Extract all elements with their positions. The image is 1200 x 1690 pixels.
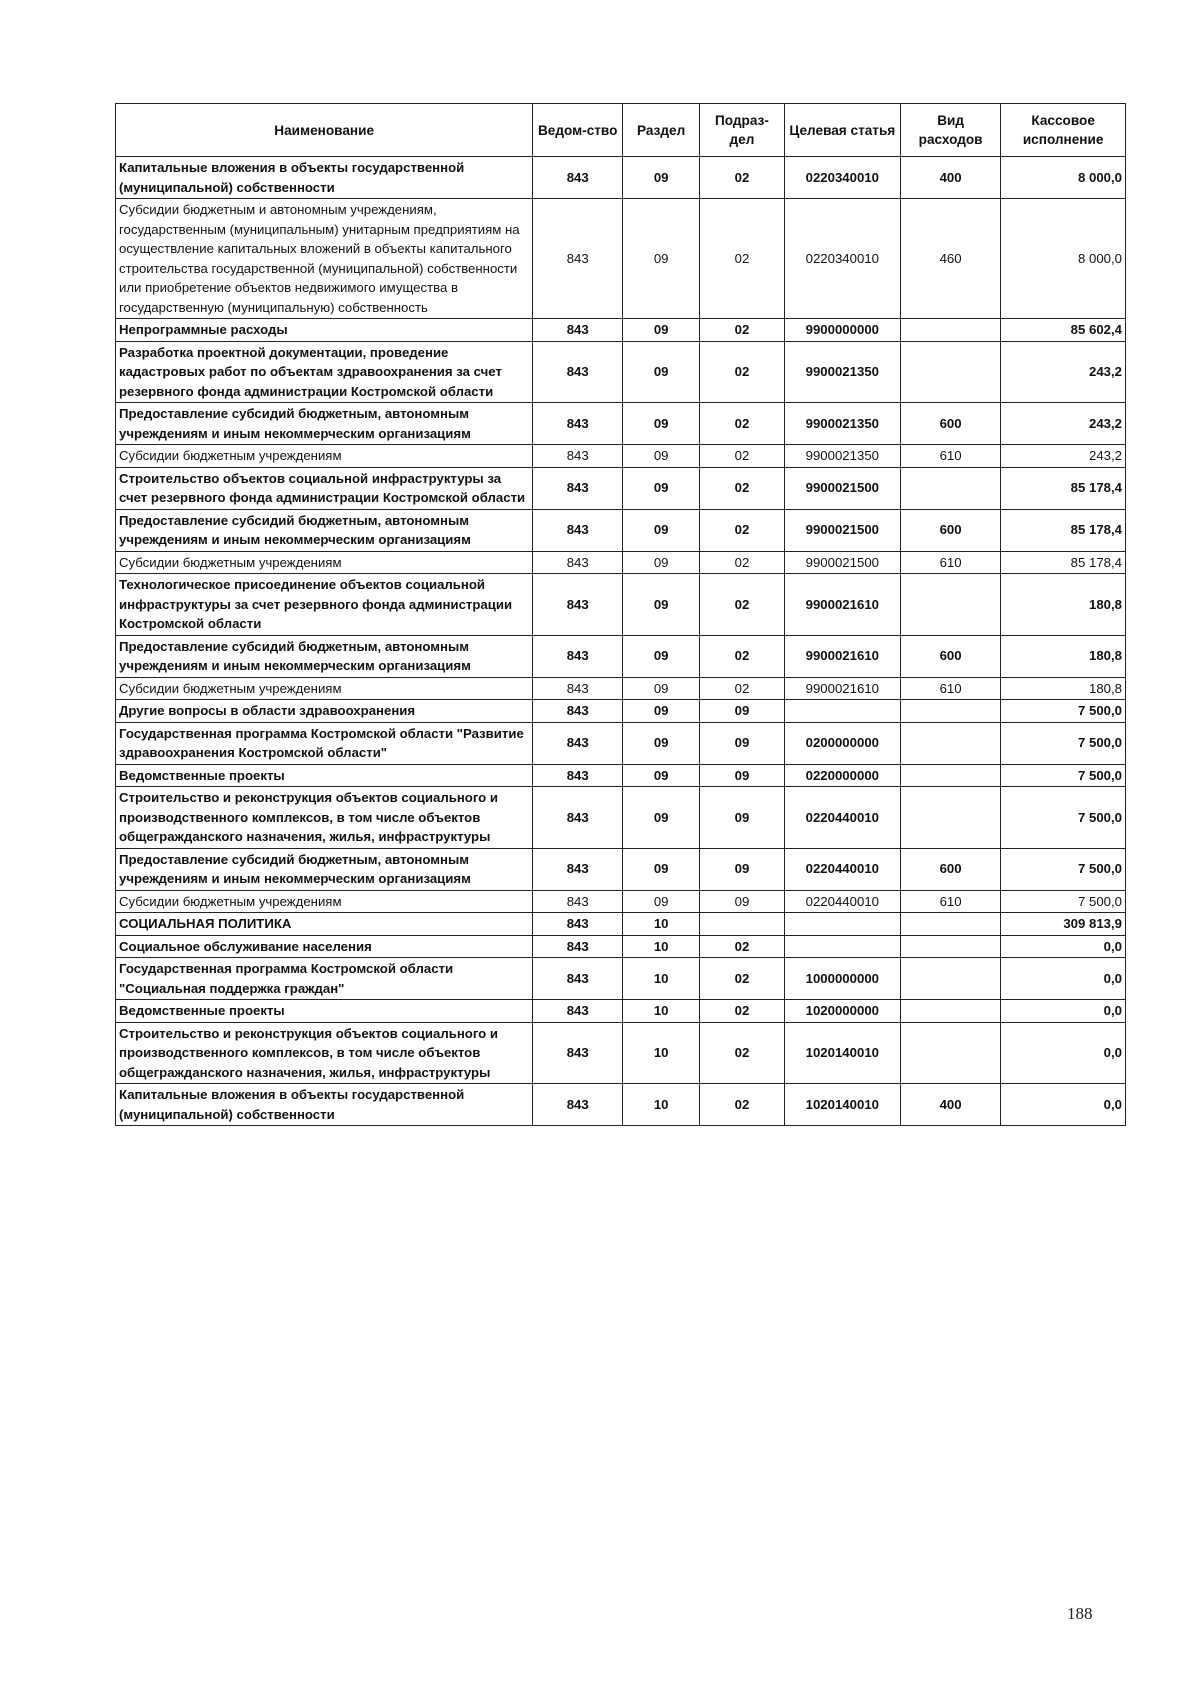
table-row — [116, 913, 1126, 936]
department-cell: 843 — [533, 848, 623, 890]
target-article-cell: 9900000000 — [784, 319, 900, 342]
section-cell: 10 — [623, 1022, 700, 1084]
name-cell: Субсидии бюджетным и автономным учреждениям, государственным (муниципальным) унитарным предприятиям на осуществление капитальных вложений в объекты капитального строительства государственной (муниципальной) собственности или приобретение объектов недвижимого имущества в государственную (муниципальную) собственность — [116, 199, 533, 319]
target-article-cell: 0220440010 — [784, 787, 900, 849]
section-cell: 09 — [623, 445, 700, 468]
expense-type-cell — [900, 787, 1000, 849]
amount-cell: 0,0 — [1001, 1022, 1126, 1084]
name-cell: Субсидии бюджетным учреждениям — [116, 677, 533, 700]
expense-type-cell — [900, 467, 1000, 509]
table-row — [116, 1084, 1126, 1126]
amount-cell: 180,8 — [1001, 574, 1126, 636]
name-cell: Строительство и реконструкция объектов социального и производственного комплексов, в том числе объектов общегражданского назначения, жилья, инфраструктуры — [116, 1022, 533, 1084]
expense-type-cell — [900, 913, 1000, 936]
section-cell: 10 — [623, 935, 700, 958]
target-article-cell: 0220340010 — [784, 199, 900, 319]
expense-type-cell: 600 — [900, 403, 1000, 445]
target-article-cell: 0220440010 — [784, 848, 900, 890]
target-article-cell: 9900021610 — [784, 635, 900, 677]
target-article-cell: 0220440010 — [784, 890, 900, 913]
department-cell: 843 — [533, 199, 623, 319]
expense-type-cell — [900, 958, 1000, 1000]
name-cell: Другие вопросы в области здравоохранения — [116, 700, 533, 723]
section-cell: 10 — [623, 958, 700, 1000]
subsection-cell: 02 — [700, 445, 785, 468]
expense-type-cell: 610 — [900, 677, 1000, 700]
subsection-cell — [700, 913, 785, 936]
department-cell: 843 — [533, 913, 623, 936]
target-article-cell: 1020140010 — [784, 1084, 900, 1126]
target-article-cell: 9900021610 — [784, 574, 900, 636]
target-article-cell — [784, 913, 900, 936]
expense-type-cell: 600 — [900, 635, 1000, 677]
department-cell: 843 — [533, 551, 623, 574]
name-cell: Ведомственные проекты — [116, 1000, 533, 1023]
budget-table — [115, 103, 1126, 1126]
name-cell: Непрограммные расходы — [116, 319, 533, 342]
expense-type-cell — [900, 574, 1000, 636]
expense-type-cell: 610 — [900, 890, 1000, 913]
expense-type-cell — [900, 1022, 1000, 1084]
name-cell: Капитальные вложения в объекты государственной (муниципальной) собственности — [116, 1084, 533, 1126]
name-cell: Государственная программа Костромской области "Социальная поддержка граждан" — [116, 958, 533, 1000]
department-cell: 843 — [533, 445, 623, 468]
expense-type-cell — [900, 341, 1000, 403]
table-row — [116, 958, 1126, 1000]
table-row — [116, 199, 1126, 319]
expense-type-cell: 610 — [900, 445, 1000, 468]
target-article-cell: 0220000000 — [784, 764, 900, 787]
name-cell: Предоставление субсидий бюджетным, автономным учреждениям и иным некоммерческим организациям — [116, 509, 533, 551]
section-cell: 10 — [623, 913, 700, 936]
department-cell: 843 — [533, 1084, 623, 1126]
department-cell: 843 — [533, 319, 623, 342]
amount-cell: 0,0 — [1001, 935, 1126, 958]
target-article-cell: 9900021500 — [784, 467, 900, 509]
target-article-cell — [784, 935, 900, 958]
name-cell: Субсидии бюджетным учреждениям — [116, 890, 533, 913]
amount-cell: 7 500,0 — [1001, 700, 1126, 723]
subsection-cell: 09 — [700, 722, 785, 764]
expense-type-cell: 400 — [900, 1084, 1000, 1126]
department-cell: 843 — [533, 467, 623, 509]
table-row — [116, 635, 1126, 677]
table-row — [116, 764, 1126, 787]
section-cell: 09 — [623, 319, 700, 342]
amount-cell: 85 178,4 — [1001, 551, 1126, 574]
col-header-cash-execution: Кассовое исполнение — [1001, 104, 1126, 157]
target-article-cell: 0200000000 — [784, 722, 900, 764]
table-row — [116, 574, 1126, 636]
subsection-cell: 02 — [700, 403, 785, 445]
department-cell: 843 — [533, 1022, 623, 1084]
subsection-cell: 02 — [700, 1000, 785, 1023]
subsection-cell: 09 — [700, 848, 785, 890]
table-row — [116, 722, 1126, 764]
subsection-cell: 02 — [700, 467, 785, 509]
department-cell: 843 — [533, 890, 623, 913]
section-cell: 10 — [623, 1084, 700, 1126]
subsection-cell: 09 — [700, 700, 785, 723]
name-cell: Капитальные вложения в объекты государственной (муниципальной) собственности — [116, 157, 533, 199]
col-header-expense-type: Вид расходов — [900, 104, 1000, 157]
subsection-cell: 02 — [700, 1022, 785, 1084]
col-header-department: Ведом-ство — [533, 104, 623, 157]
department-cell: 843 — [533, 935, 623, 958]
section-cell: 09 — [623, 341, 700, 403]
table-row — [116, 509, 1126, 551]
col-header-subsection: Подраз-дел — [700, 104, 785, 157]
name-cell: Строительство и реконструкция объектов социального и производственного комплексов, в том числе объектов общегражданского назначения, жилья, инфраструктуры — [116, 787, 533, 849]
subsection-cell: 09 — [700, 764, 785, 787]
department-cell: 843 — [533, 958, 623, 1000]
target-article-cell: 9900021610 — [784, 677, 900, 700]
target-article-cell: 9900021500 — [784, 551, 900, 574]
subsection-cell: 02 — [700, 935, 785, 958]
expense-type-cell — [900, 319, 1000, 342]
amount-cell: 243,2 — [1001, 445, 1126, 468]
name-cell: Технологическое присоединение объектов социальной инфраструктуры за счет резервного фонда администрации Костромской области — [116, 574, 533, 636]
page-number: 188 — [1067, 1604, 1093, 1623]
name-cell: Субсидии бюджетным учреждениям — [116, 551, 533, 574]
table-row — [116, 848, 1126, 890]
amount-cell: 7 500,0 — [1001, 722, 1126, 764]
department-cell: 843 — [533, 574, 623, 636]
amount-cell: 8 000,0 — [1001, 157, 1126, 199]
section-cell: 09 — [623, 509, 700, 551]
target-article-cell: 1020140010 — [784, 1022, 900, 1084]
subsection-cell: 02 — [700, 574, 785, 636]
name-cell: Предоставление субсидий бюджетным, автономным учреждениям и иным некоммерческим организациям — [116, 635, 533, 677]
name-cell: Государственная программа Костромской области "Развитие здравоохранения Костромской области" — [116, 722, 533, 764]
expense-type-cell — [900, 700, 1000, 723]
department-cell: 843 — [533, 1000, 623, 1023]
section-cell: 09 — [623, 467, 700, 509]
table-row — [116, 445, 1126, 468]
target-article-cell: 9900021500 — [784, 509, 900, 551]
amount-cell: 7 500,0 — [1001, 787, 1126, 849]
section-cell: 09 — [623, 574, 700, 636]
subsection-cell: 02 — [700, 677, 785, 700]
table-row — [116, 341, 1126, 403]
department-cell: 843 — [533, 341, 623, 403]
amount-cell: 243,2 — [1001, 341, 1126, 403]
target-article-cell: 1000000000 — [784, 958, 900, 1000]
section-cell: 09 — [623, 551, 700, 574]
table-row — [116, 319, 1126, 342]
col-header-target-article: Целевая статья — [784, 104, 900, 157]
section-cell: 10 — [623, 1000, 700, 1023]
department-cell: 843 — [533, 677, 623, 700]
section-cell: 09 — [623, 787, 700, 849]
department-cell: 843 — [533, 157, 623, 199]
amount-cell: 85 178,4 — [1001, 509, 1126, 551]
amount-cell: 0,0 — [1001, 1084, 1126, 1126]
amount-cell: 180,8 — [1001, 677, 1126, 700]
target-article-cell: 9900021350 — [784, 403, 900, 445]
section-cell: 09 — [623, 677, 700, 700]
expense-type-cell — [900, 935, 1000, 958]
table-row — [116, 677, 1126, 700]
target-article-cell: 0220340010 — [784, 157, 900, 199]
subsection-cell: 02 — [700, 509, 785, 551]
name-cell: СОЦИАЛЬНАЯ ПОЛИТИКА — [116, 913, 533, 936]
subsection-cell: 02 — [700, 341, 785, 403]
target-article-cell: 1020000000 — [784, 1000, 900, 1023]
amount-cell: 0,0 — [1001, 1000, 1126, 1023]
table-row — [116, 403, 1126, 445]
name-cell: Разработка проектной документации, проведение кадастровых работ по объектам здравоохранения за счет резервного фонда администрации Костромской области — [116, 341, 533, 403]
table-row — [116, 1022, 1126, 1084]
section-cell: 09 — [623, 403, 700, 445]
expense-type-cell: 610 — [900, 551, 1000, 574]
section-cell: 09 — [623, 157, 700, 199]
table-row — [116, 467, 1126, 509]
expense-type-cell — [900, 1000, 1000, 1023]
subsection-cell: 09 — [700, 787, 785, 849]
section-cell: 09 — [623, 890, 700, 913]
name-cell: Субсидии бюджетным учреждениям — [116, 445, 533, 468]
section-cell: 09 — [623, 848, 700, 890]
department-cell: 843 — [533, 700, 623, 723]
col-header-name: Наименование — [116, 104, 533, 157]
table-row — [116, 1000, 1126, 1023]
table-row — [116, 890, 1126, 913]
amount-cell: 309 813,9 — [1001, 913, 1126, 936]
subsection-cell: 09 — [700, 890, 785, 913]
department-cell: 843 — [533, 509, 623, 551]
subsection-cell: 02 — [700, 635, 785, 677]
amount-cell: 85 602,4 — [1001, 319, 1126, 342]
table-row — [116, 700, 1126, 723]
amount-cell: 243,2 — [1001, 403, 1126, 445]
section-cell: 09 — [623, 700, 700, 723]
department-cell: 843 — [533, 787, 623, 849]
subsection-cell: 02 — [700, 1084, 785, 1126]
subsection-cell: 02 — [700, 199, 785, 319]
name-cell: Социальное обслуживание населения — [116, 935, 533, 958]
expense-type-cell: 600 — [900, 848, 1000, 890]
department-cell: 843 — [533, 764, 623, 787]
section-cell: 09 — [623, 199, 700, 319]
table-row — [116, 787, 1126, 849]
amount-cell: 7 500,0 — [1001, 848, 1126, 890]
target-article-cell: 9900021350 — [784, 341, 900, 403]
target-article-cell — [784, 700, 900, 723]
subsection-cell: 02 — [700, 319, 785, 342]
section-cell: 09 — [623, 635, 700, 677]
department-cell: 843 — [533, 635, 623, 677]
name-cell: Предоставление субсидий бюджетным, автономным учреждениям и иным некоммерческим организациям — [116, 848, 533, 890]
name-cell: Предоставление субсидий бюджетным, автономным учреждениям и иным некоммерческим организациям — [116, 403, 533, 445]
amount-cell: 7 500,0 — [1001, 764, 1126, 787]
expense-type-cell — [900, 722, 1000, 764]
expense-type-cell: 460 — [900, 199, 1000, 319]
amount-cell: 85 178,4 — [1001, 467, 1126, 509]
expense-type-cell: 400 — [900, 157, 1000, 199]
section-cell: 09 — [623, 764, 700, 787]
subsection-cell: 02 — [700, 551, 785, 574]
amount-cell: 0,0 — [1001, 958, 1126, 1000]
amount-cell: 7 500,0 — [1001, 890, 1126, 913]
col-header-section: Раздел — [623, 104, 700, 157]
table-row — [116, 157, 1126, 199]
name-cell: Ведомственные проекты — [116, 764, 533, 787]
section-cell: 09 — [623, 722, 700, 764]
expense-type-cell — [900, 764, 1000, 787]
amount-cell: 180,8 — [1001, 635, 1126, 677]
subsection-cell: 02 — [700, 157, 785, 199]
department-cell: 843 — [533, 403, 623, 445]
amount-cell: 8 000,0 — [1001, 199, 1126, 319]
subsection-cell: 02 — [700, 958, 785, 1000]
table-row — [116, 551, 1126, 574]
target-article-cell: 9900021350 — [784, 445, 900, 468]
table-row — [116, 935, 1126, 958]
name-cell: Строительство объектов социальной инфраструктуры за счет резервного фонда администрации Костромской области — [116, 467, 533, 509]
header-row — [116, 104, 1126, 157]
expense-type-cell: 600 — [900, 509, 1000, 551]
department-cell: 843 — [533, 722, 623, 764]
